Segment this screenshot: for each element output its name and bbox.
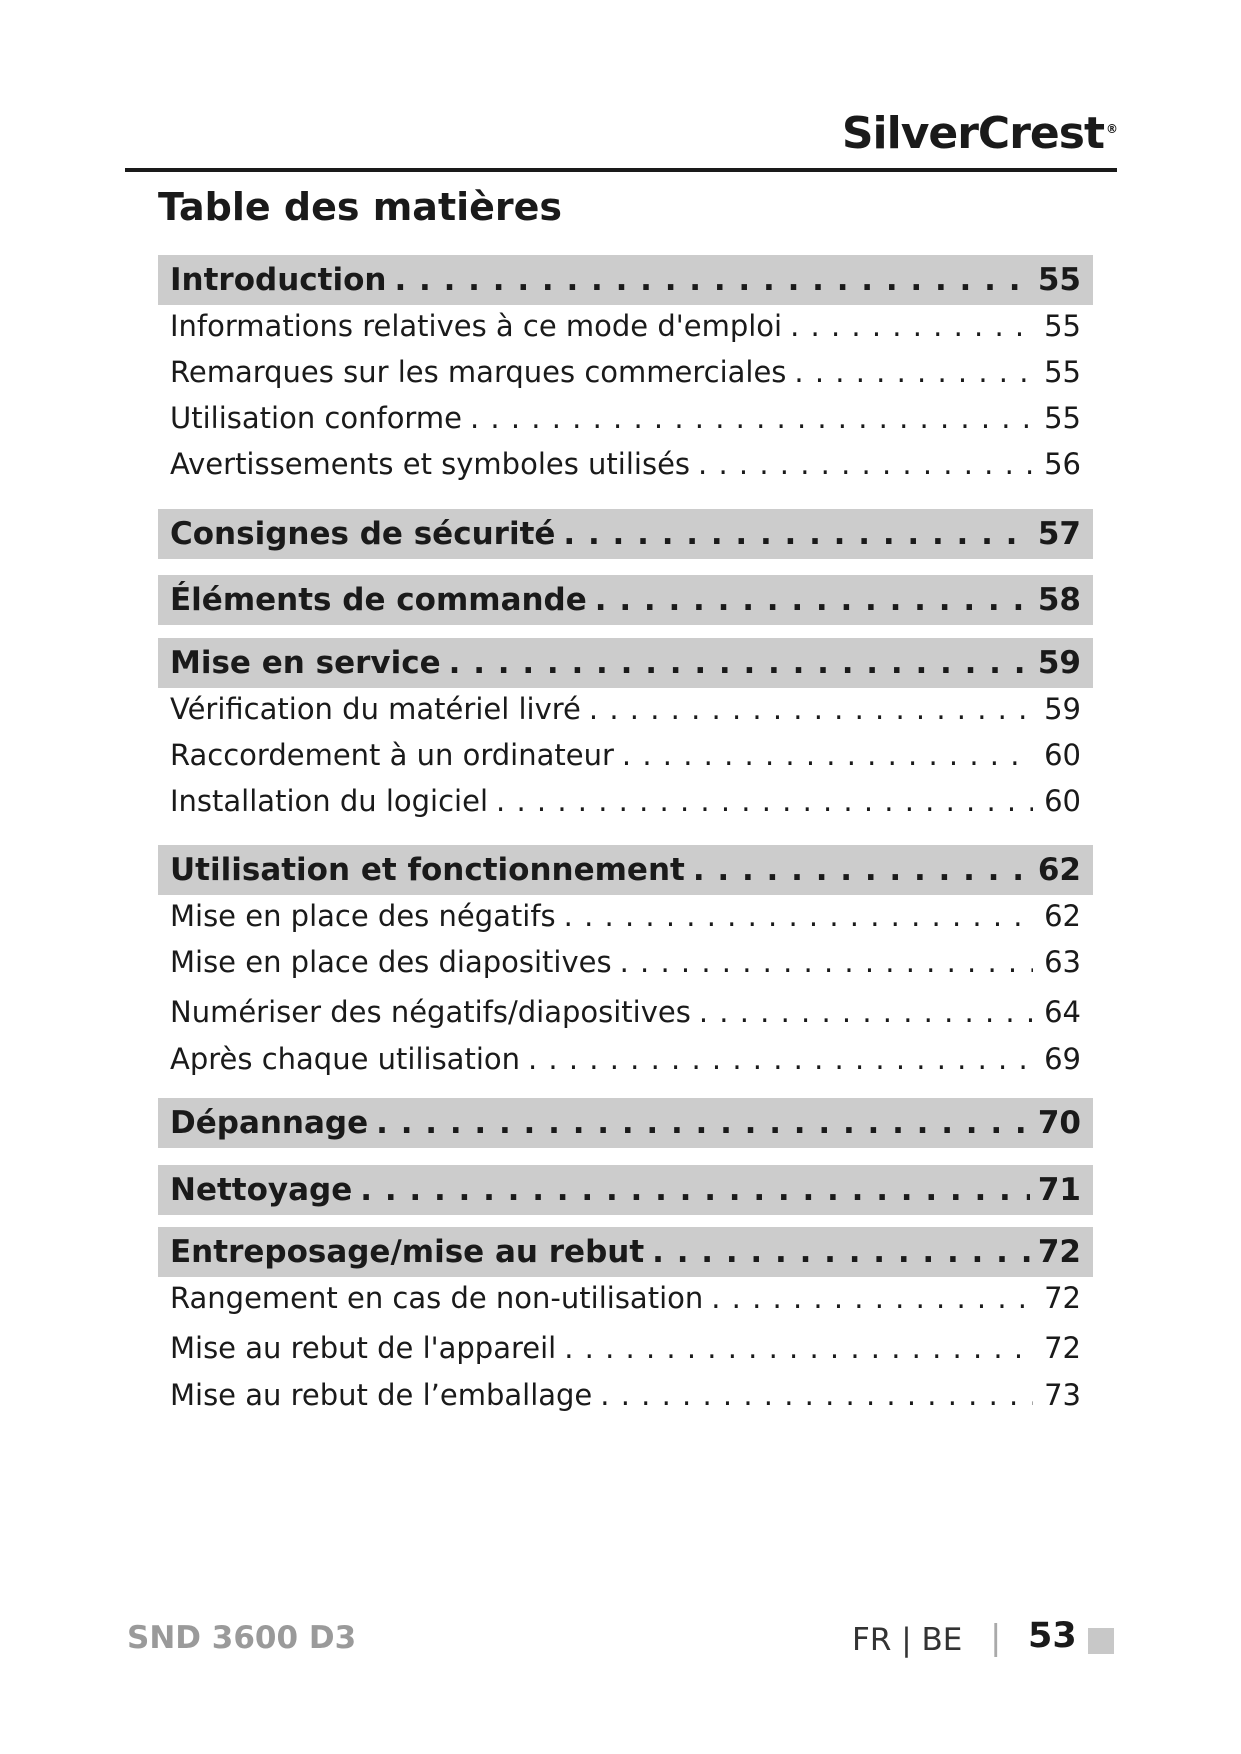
dot-leader [693,852,1030,888]
toc-entry-label: Avertissements et symboles utilisés [170,447,691,481]
page-title: Table des matières [158,185,563,229]
model-number: SND 3600 D3 [127,1620,357,1656]
toc-entry-page: 60 [1044,784,1081,818]
dot-leader [449,645,1030,681]
toc-entry-label: Utilisation et fonctionnement [170,852,685,888]
dot-leader [600,1378,1033,1412]
toc-entry-label: Mise au rebut de l’emballage [170,1378,593,1412]
toc-subsection-row[interactable] [158,439,1093,489]
toc-entry-page: 72 [1044,1331,1081,1365]
toc-entry-label: Éléments de commande [170,582,587,618]
toc-subsection-row[interactable] [158,730,1093,780]
toc-subsection-row[interactable] [158,1323,1093,1373]
toc-entry-label: Utilisation conforme [170,401,462,435]
toc-entry-page: 55 [1044,401,1081,435]
dot-leader [790,309,1033,343]
dot-leader [528,1042,1033,1076]
toc-entry-page: 55 [1044,309,1081,343]
toc-subsection-row[interactable] [158,301,1093,351]
brand-name: SilverCrest [841,108,1104,159]
toc-entry-label: Rangement en cas de non-utilisation [170,1281,704,1315]
toc-entry-label: Dépannage [170,1105,369,1141]
toc-entry-page: 63 [1044,945,1081,979]
toc-entry-page: 69 [1044,1042,1081,1076]
toc-entry-page: 62 [1037,852,1081,888]
toc-subsection-row[interactable] [158,393,1093,443]
toc-entry-label: Informations relatives à ce mode d'emploi [170,309,783,343]
header-rule [125,168,1117,172]
toc-entry-page: 56 [1044,447,1081,481]
toc-subsection-row[interactable] [158,891,1093,941]
toc-entry-page: 72 [1044,1281,1081,1315]
toc-entry-page: 60 [1044,738,1081,772]
toc-entry-label: Installation du logiciel [170,784,489,818]
toc-entry-label: Mise en service [170,645,441,681]
footer-separator: | [990,1618,1002,1658]
language-codes: FR | BE [852,1622,963,1658]
toc-subsection-row[interactable] [158,347,1093,397]
toc-entry-page: 70 [1037,1105,1081,1141]
toc-entry-label: Remarques sur les marques commerciales [170,355,787,389]
toc-section-row[interactable] [158,575,1093,625]
toc-entry-page: 59 [1044,692,1081,726]
dot-leader [394,262,1029,298]
toc-entry-label: Raccordement à un ordinateur [170,738,614,772]
toc-entry-label: Numériser des négatifs/diapositives [170,995,691,1029]
toc-entry-page: 64 [1044,995,1081,1029]
toc-entry-page: 59 [1037,645,1081,681]
toc-section-row[interactable] [158,509,1093,559]
toc-subsection-row[interactable] [158,987,1093,1037]
toc-entry-label: Consignes de sécurité [170,516,556,552]
toc-subsection-row[interactable] [158,776,1093,826]
toc-subsection-row[interactable] [158,1034,1093,1084]
toc-section-row[interactable] [158,1165,1093,1215]
dot-leader [699,995,1033,1029]
dot-leader [376,1105,1030,1141]
toc-entry-page: 58 [1037,582,1081,618]
toc-entry-page: 62 [1044,899,1081,933]
dot-leader [563,516,1029,552]
dot-leader [564,1331,1033,1365]
dot-leader [698,447,1033,481]
toc-section-row[interactable] [158,1227,1093,1277]
dot-leader [794,355,1033,389]
registered-mark: ® [1106,122,1117,136]
toc-entry-label: Nettoyage [170,1172,353,1208]
toc-section-row[interactable] [158,638,1093,688]
dot-leader [652,1234,1030,1270]
dot-leader [564,899,1033,933]
toc-subsection-row[interactable] [158,1273,1093,1323]
dot-leader [360,1172,1030,1208]
toc-section-row[interactable] [158,845,1093,895]
dot-leader [589,692,1033,726]
toc-entry-label: Mise au rebut de l'appareil [170,1331,557,1365]
toc-entry-page: 55 [1037,262,1081,298]
toc-section-row[interactable] [158,255,1093,305]
toc-subsection-row[interactable] [158,684,1093,734]
dot-leader [622,738,1033,772]
dot-leader [711,1281,1033,1315]
dot-leader [595,582,1030,618]
toc-entry-page: 57 [1037,516,1081,552]
toc-section-row[interactable] [158,1098,1093,1148]
toc-entry-label: Mise en place des négatifs [170,899,556,933]
page-marker-square [1088,1628,1114,1654]
toc-entry-label: Vérification du matériel livré [170,692,581,726]
dot-leader [496,784,1033,818]
toc-subsection-row[interactable] [158,937,1093,987]
page-number: 53 [1028,1616,1077,1656]
dot-leader [620,945,1033,979]
toc-entry-label: Entreposage/mise au rebut [170,1234,645,1270]
toc-entry-page: 73 [1044,1378,1081,1412]
toc-entry-page: 55 [1044,355,1081,389]
brand-logo [842,108,1117,159]
toc-entry-label: Après chaque utilisation [170,1042,520,1076]
toc-entry-label: Introduction [170,262,387,298]
toc-subsection-row[interactable] [158,1370,1093,1420]
toc-entry-label: Mise en place des diapositives [170,945,612,979]
dot-leader [470,401,1033,435]
toc-entry-page: 72 [1037,1234,1081,1270]
toc-entry-page: 71 [1037,1172,1081,1208]
